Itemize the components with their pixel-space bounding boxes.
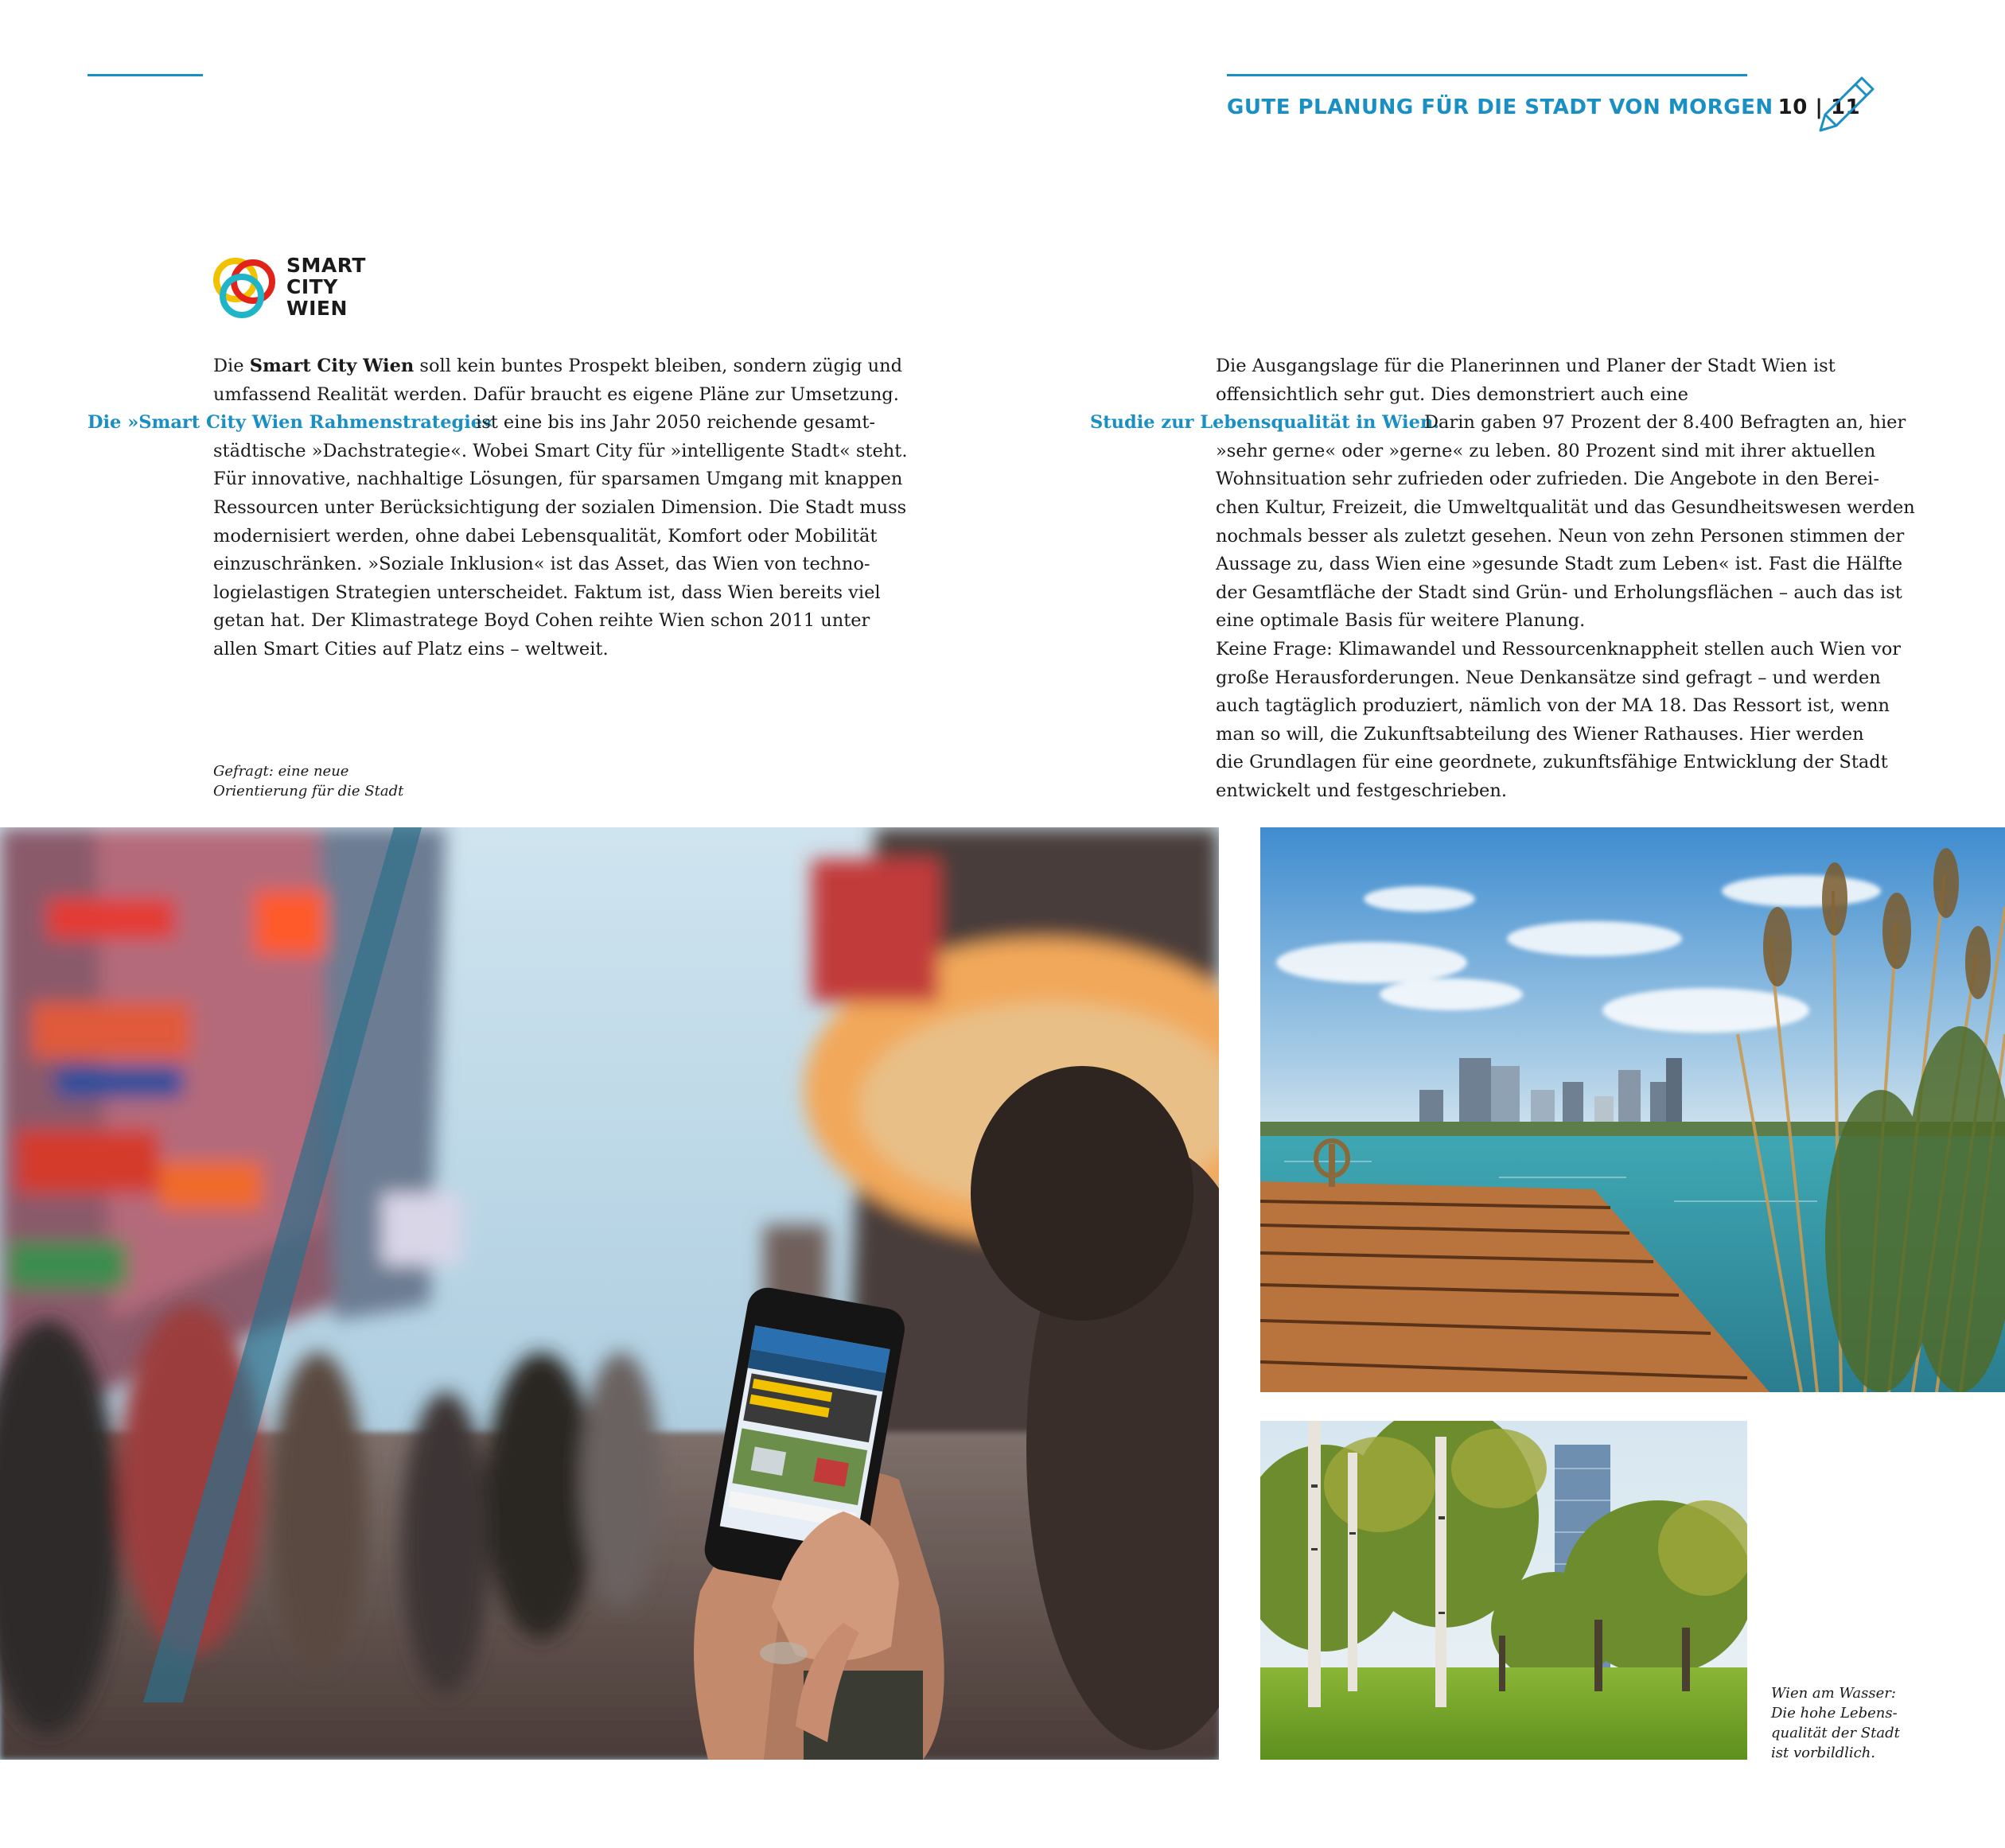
body-line: Die Smart City Wien soll kein buntes Prospekt bleiben, sondern zügig und [213,356,903,376]
body-line: umfassend Realität werden. Dafür braucht es eigene Pläne zur Umsetzung. [213,383,899,405]
pull-quote-right: Studie zur Lebensqualität in Wien. [1090,412,1440,433]
body-line: ist eine bis ins Jahr 2050 reichende gesamt- [476,412,876,434]
body-line: nochmals besser als zuletzt gesehen. Neun von zehn Personen stimmen der [1216,525,1905,547]
body-line: Für innovative, nachhaltige Lösungen, für sparsamen Umgang mit knappen [213,469,903,490]
body-line: getan hat. Der Klimastratege Boyd Cohen reihte Wien schon 2011 unter [213,610,870,632]
body-line: »sehr gerne« oder »gerne« zu leben. 80 Prozent sind mit ihrer aktuellen [1216,440,1876,461]
body-column-left [213,352,907,664]
body-line: modernisiert werden, ohne dabei Lebensqualität, Komfort oder Mobilität [213,525,878,547]
body-line: auch tagtäglich produziert, nämlich von der MA 18. Das Ressort ist, wenn [1216,695,1890,717]
body-line: große Herausforderungen. Neue Denkansätze sind gefragt – und werden [1216,667,1881,688]
body-line: logielastigen Strategien unterscheidet. Faktum ist, dass Wien bereits viel [213,582,881,603]
page-numbers: 10 | 11 [1777,95,1861,119]
park-tower-photo [1260,1421,1747,1760]
running-header [1227,95,1860,119]
header-rule-left [88,74,203,76]
body-line: Wohnsituation sehr zufrieden oder zufrieden. Die Angebote in den Berei- [1216,469,1879,490]
pull-quote-left: Die »Smart City Wien Rahmenstrategie« [88,412,494,433]
emphasis-smart-city-wien: Smart City Wien [249,356,415,376]
body-line: entwickelt und festgeschrieben. [1216,780,1507,801]
logo-line-wien: WIEN [286,297,348,320]
logo-line-smart: SMART [286,254,366,277]
body-line: Die Ausgangslage für die Planerinnen und Planer der Stadt Wien ist [1216,356,1836,376]
caption-lake-photo: Wien am Wasser: Die hohe Lebens- qualität der Stadt ist vorbildlich. [1771,1685,1900,1761]
body-line: der Gesamtfläche der Stadt sind Grün- und Erholungsflächen – auch das ist [1216,582,1902,603]
section-title: GUTE PLANUNG FÜR DIE STADT VON MORGEN [1227,95,1773,119]
header-rule-right [1227,74,1747,76]
body-line: Keine Frage: Klimawandel und Ressourcenknappheit stellen auch Wien vor [1216,638,1902,659]
danube-jetty-photo [1260,827,2005,1392]
body-line: offensichtlich sehr gut. Dies demonstriert auch eine [1216,383,1688,405]
pencil-icon [1814,73,1878,137]
body-column-right [1216,352,1915,806]
body-line: Ressourcen unter Berücksichtigung der sozialen Dimension. Die Stadt muss [213,496,907,518]
body-line: eine optimale Basis für weitere Planung. [1216,610,1586,632]
body-line: chen Kultur, Freizeit, die Umweltqualität und das Gesundheitswesen werden [1216,496,1915,518]
caption-street-photo: Gefragt: eine neue Orientierung für die Stadt [213,763,404,800]
body-line: einzuschränken. »Soziale Inklusion« ist das Asset, das Wien von techno- [213,554,870,575]
body-line: man so will, die Zukunftsabteilung des Wiener Rathauses. Hier werden [1216,723,1864,745]
body-line: die Grundlagen für eine geordnete, zukunftsfähige Entwicklung der Stadt [1216,752,1888,773]
logo-line-city: CITY [286,275,338,298]
body-line: städtische »Dachstrategie«. Wobei Smart City für »intelligente Stadt« steht. [213,440,908,461]
street-smartphone-photo [0,827,1219,1760]
body-line: Darin gaben 97 Prozent der 8.400 Befragten an, hier [1424,412,1906,434]
body-line: allen Smart Cities auf Platz eins – weltweit. [213,638,609,659]
logo-wordmark [286,255,366,319]
body-line: Aussage zu, dass Wien eine »gesunde Stadt zum Leben« ist. Fast die Hälfte [1216,554,1903,575]
